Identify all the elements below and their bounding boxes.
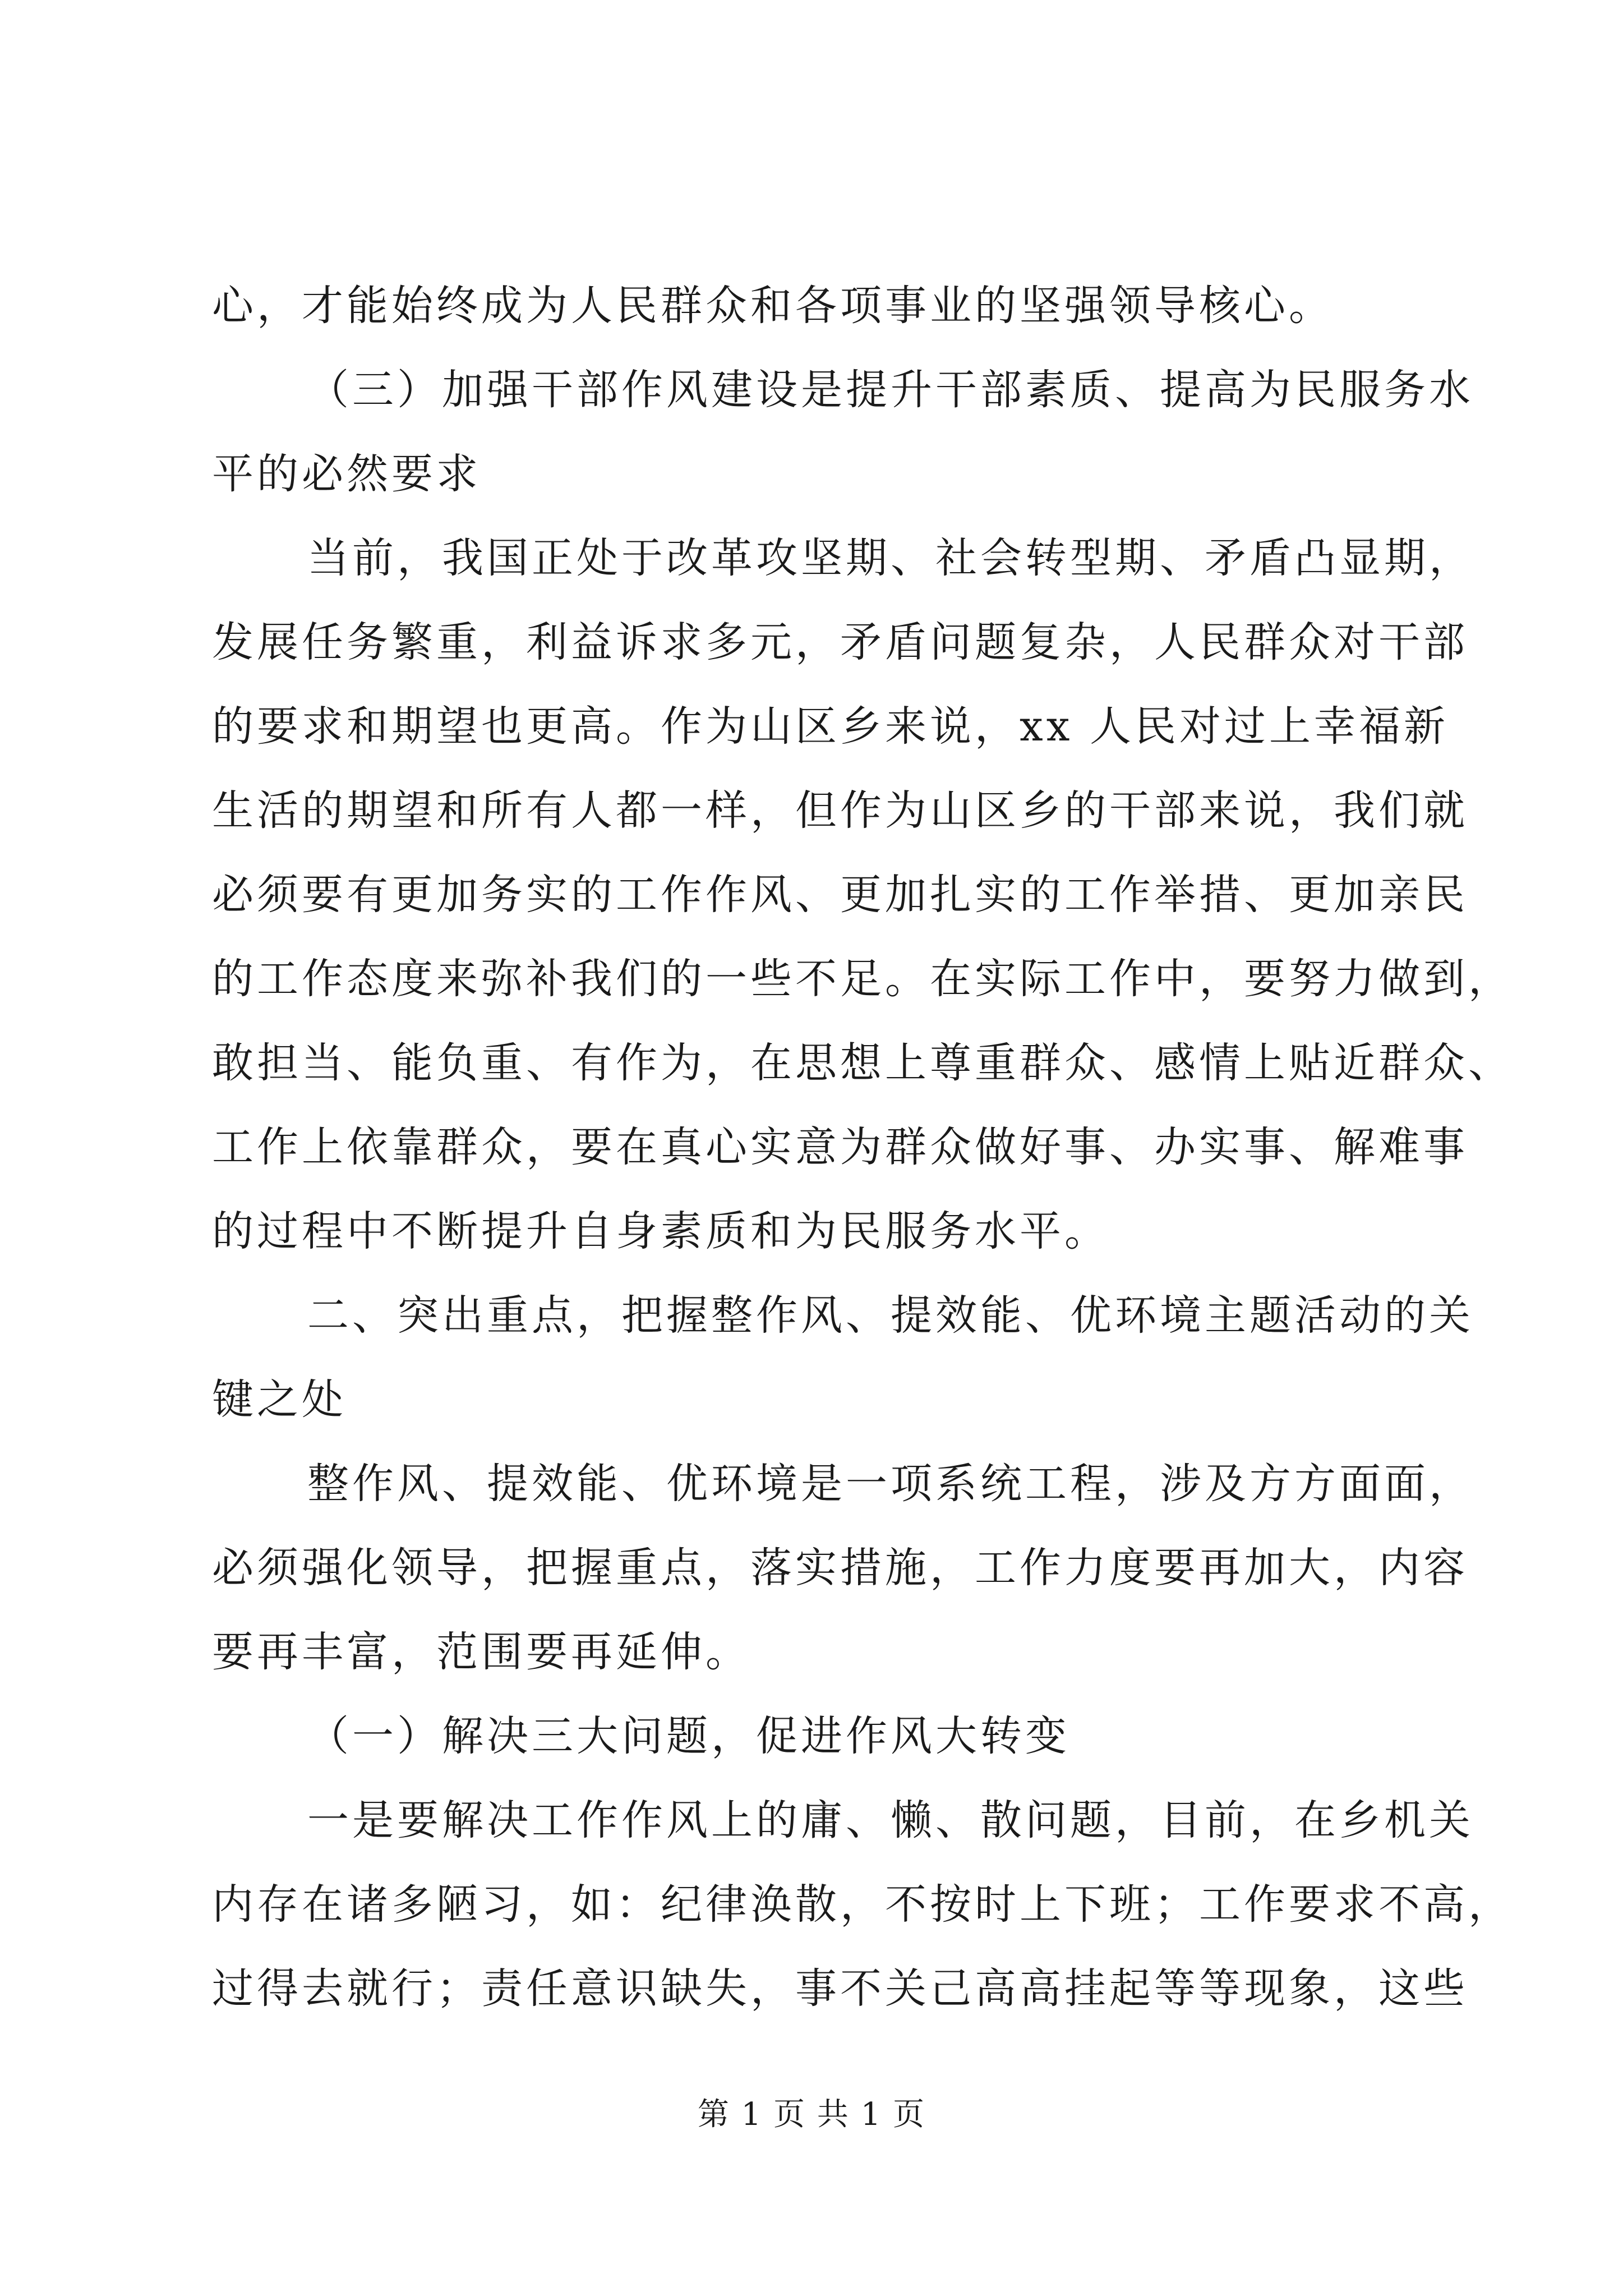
section-heading-line: 键之处	[212, 1375, 347, 1424]
body-line: 要再丰富，范围要再延伸。	[212, 1628, 750, 1676]
body-line: 心，才能始终成为人民群众和各项事业的坚强领导核心。	[212, 282, 1334, 330]
body-line: 内存在诸多陋习，如：纪律涣散，不按时上下班；工作要求不高，	[212, 1880, 1513, 1929]
body-line: 过得去就行；责任意识缺失，事不关己高高挂起等等现象，这些	[212, 1964, 1468, 2013]
body-line: 的过程中不断提升自身素质和为民服务水平。	[212, 1207, 1109, 1255]
body-line: 必须要有更加务实的工作作风、更加扎实的工作举措、更加亲民	[212, 871, 1468, 919]
body-line: 发展任务繁重，利益诉求多元，矛盾问题复杂，人民群众对干部	[212, 618, 1468, 666]
section-heading-line: 二、突出重点，把握整作风、提效能、优环境主题活动的关	[307, 1291, 1474, 1340]
body-line: 必须强化领导，把握重点，落实措施，工作力度要再加大，内容	[212, 1544, 1468, 1592]
body-line: 一是要解决工作作风上的庸、懒、散问题，目前，在乡机关	[307, 1796, 1474, 1844]
body-line: 整作风、提效能、优环境是一项系统工程，涉及方方面面，	[307, 1460, 1474, 1508]
body-line: 的要求和期望也更高。作为山区乡来说，xx 人民对过上幸福新	[212, 702, 1449, 751]
subsection-heading-line: （一）解决三大问题，促进作风大转变	[307, 1712, 1070, 1760]
body-line: 的工作态度来弥补我们的一些不足。在实际工作中，要努力做到，	[212, 955, 1513, 1003]
body-line: 敢担当、能负重、有作为，在思想上尊重群众、感情上贴近群众、	[212, 1039, 1513, 1087]
body-line: 工作上依靠群众，要在真心实意为群众做好事、办实事、解难事	[212, 1123, 1468, 1171]
section-heading-line: 平的必然要求	[212, 450, 481, 498]
section-heading-line: （三）加强干部作风建设是提升干部素质、提高为民服务水	[307, 366, 1474, 414]
body-line: 当前，我国正处于改革攻坚期、社会转型期、矛盾凸显期，	[307, 534, 1474, 582]
body-line: 生活的期望和所有人都一样，但作为山区乡的干部来说，我们就	[212, 786, 1468, 835]
document-body	[212, 264, 1513, 2031]
page-number-footer: 第 1 页 共 1 页	[697, 2096, 926, 2133]
